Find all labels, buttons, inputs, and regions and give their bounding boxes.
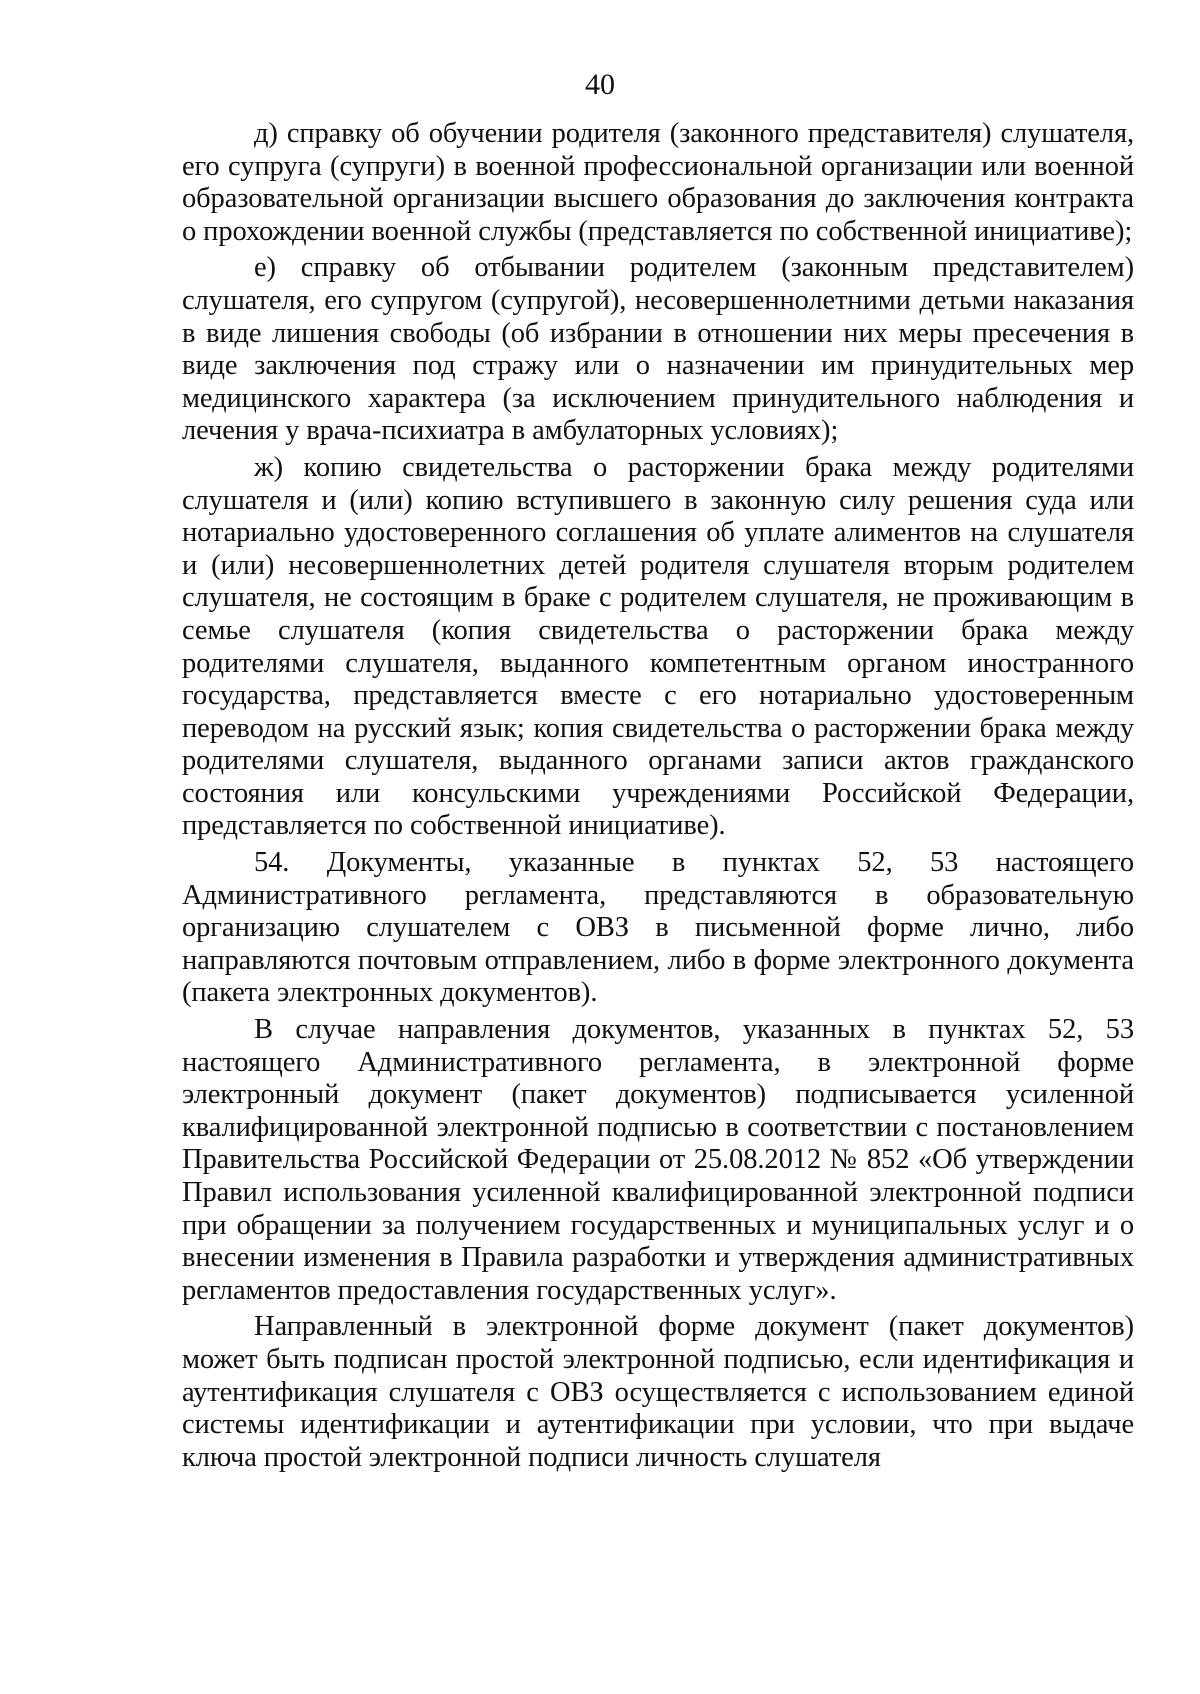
paragraph-d: д) справку об обучении родителя (законного представителя) слушателя, его супруга (супруги) в военной профессиональной организации или военной образовательной организации высшего образования до заключения контракта о прохождении военной службы (представляется по собственной инициативе); <box>182 118 1134 247</box>
paragraph-electronic-signature: В случае направления документов, указанных в пунктах 52, 53 настоящего Административного регламента, в электронной форме электронный документ (пакет документов) подписывается усиленной квалифицированной электронной подписью в соответствии с постановлением Правительства Российской Федерации от 25.08.2012 № 852 «Об утверждении Правил использования усиленной квалифицированной электронной подписи при обращении за получением государственных и муниципальных услуг и о внесении изменения в Правила разработки и утверждения административных регламентов предоставления государственных услуг». <box>182 1014 1134 1306</box>
paragraph-e: е) справку об отбывании родителем (законным представителем) слушателя, его супругом (супругой), несовершеннолетними детьми наказания в виде лишения свободы (об избрании в отношении них меры пресечения в виде заключения под стражу или о назначении им принудительных мер медицинского характера (за исключением принудительного наблюдения и лечения у врача-психиатра в амбулаторных условиях); <box>182 252 1134 447</box>
paragraph-54: 54. Документы, указанные в пунктах 52, 53 настоящего Административного регламента, представляются в образовательную организацию слушателем с ОВЗ в письменной форме лично, либо направляются почтовым отправлением, либо в форме электронного документа (пакета электронных документов). <box>182 847 1134 1009</box>
page-number: 40 <box>585 68 615 101</box>
document-body <box>182 118 1134 1478</box>
paragraph-simple-signature: Направленный в электронной форме документ (пакет документов) может быть подписан простой электронной подписью, если идентификация и аутентификация слушателя с ОВЗ осуществляется с использованием единой системы идентификации и аутентификации при условии, что при выдаче ключа простой электронной подписи личность слушателя <box>182 1311 1134 1473</box>
paragraph-zh: ж) копию свидетельства о расторжении брака между родителями слушателя и (или) копию вступившего в законную силу решения суда или нотариально удостоверенного соглашения об уплате алиментов на слушателя и (или) несовершеннолетних детей родителя слушателя вторым родителем слушателя, не состоящим в браке с родителем слушателя, не проживающим в семье слушателя (копия свидетельства о расторжении брака между родителями слушателя, выданного компетентным органом иностранного государства, представляется вместе с его нотариально удостоверенным переводом на русский язык; копия свидетельства о расторжении брака между родителями слушателя, выданного органами записи актов гражданского состояния или консульскими учреждениями Российской Федерации, представляется по собственной инициативе). <box>182 451 1134 842</box>
